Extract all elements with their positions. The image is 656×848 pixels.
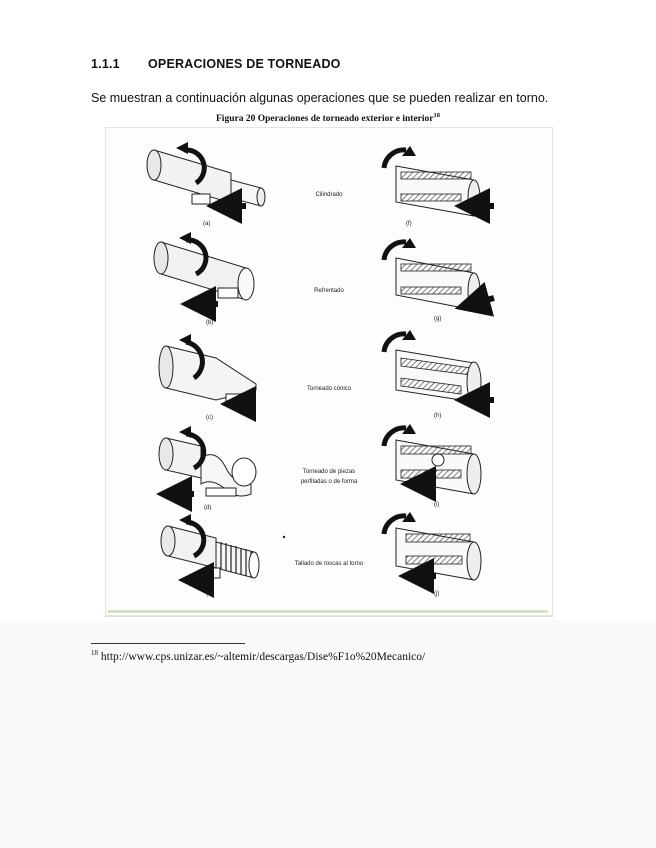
letter-j: (j) bbox=[434, 591, 440, 597]
label-refrentado: Refrentado bbox=[314, 288, 344, 294]
label-cilindrado: Cilindrado bbox=[315, 192, 343, 198]
letter-e: (e) bbox=[206, 591, 214, 597]
letter-i: (i) bbox=[434, 502, 440, 508]
label-perfilado-line2: perfiladas o de forma bbox=[300, 479, 358, 485]
figure-caption-ref: 18 bbox=[433, 112, 440, 119]
letter-c: (c) bbox=[206, 415, 213, 421]
section-number: 1.1.1 bbox=[91, 57, 120, 71]
op-roscas-interior bbox=[384, 512, 481, 580]
section-heading bbox=[91, 57, 341, 71]
label-perfilado-line1: Torneado de piezas bbox=[302, 469, 356, 475]
intro-paragraph: Se muestran a continuación algunas operaciones que se pueden realizar en torno. bbox=[91, 91, 549, 105]
figure-bottom-border bbox=[108, 610, 548, 613]
op-perfilado-interior bbox=[384, 424, 481, 494]
letter-f: (f) bbox=[406, 221, 412, 227]
footnote-separator bbox=[91, 643, 245, 644]
figure-caption-text: Figura 20 Operaciones de torneado exterior e interior bbox=[216, 114, 434, 125]
letter-b: (b) bbox=[206, 320, 214, 326]
section-title: OPERACIONES DE TORNEADO bbox=[148, 57, 341, 71]
op-refrentado-interior bbox=[384, 238, 494, 310]
footnote-ref: 18 bbox=[91, 649, 98, 657]
letter-g: (g) bbox=[434, 316, 442, 322]
footnote-link[interactable]: http://www.cps.unizar.es/~altemir/descargas/Dise%F1o%20Mecanico/ bbox=[100, 650, 426, 663]
label-roscas: Tallado de roscas al torno bbox=[294, 561, 364, 567]
letter-a: (a) bbox=[203, 221, 211, 227]
figure-illustration bbox=[106, 128, 552, 615]
op-conico-exterior bbox=[159, 334, 256, 404]
label-conico: Torneado cónico bbox=[306, 386, 352, 392]
letter-h: (h) bbox=[434, 413, 442, 419]
op-refrentado-exterior bbox=[154, 232, 254, 304]
op-conico-interior bbox=[384, 330, 494, 402]
footnote bbox=[91, 649, 425, 663]
letter-d: (d) bbox=[204, 505, 212, 511]
figure-dot bbox=[283, 536, 285, 538]
figure-caption bbox=[0, 112, 656, 124]
turning-operations-figure bbox=[105, 127, 553, 616]
op-cilindrado-interior bbox=[384, 146, 494, 216]
op-perfilado-exterior bbox=[159, 426, 256, 496]
op-cilindrado-exterior bbox=[147, 142, 265, 206]
op-roscas-exterior bbox=[161, 514, 259, 580]
